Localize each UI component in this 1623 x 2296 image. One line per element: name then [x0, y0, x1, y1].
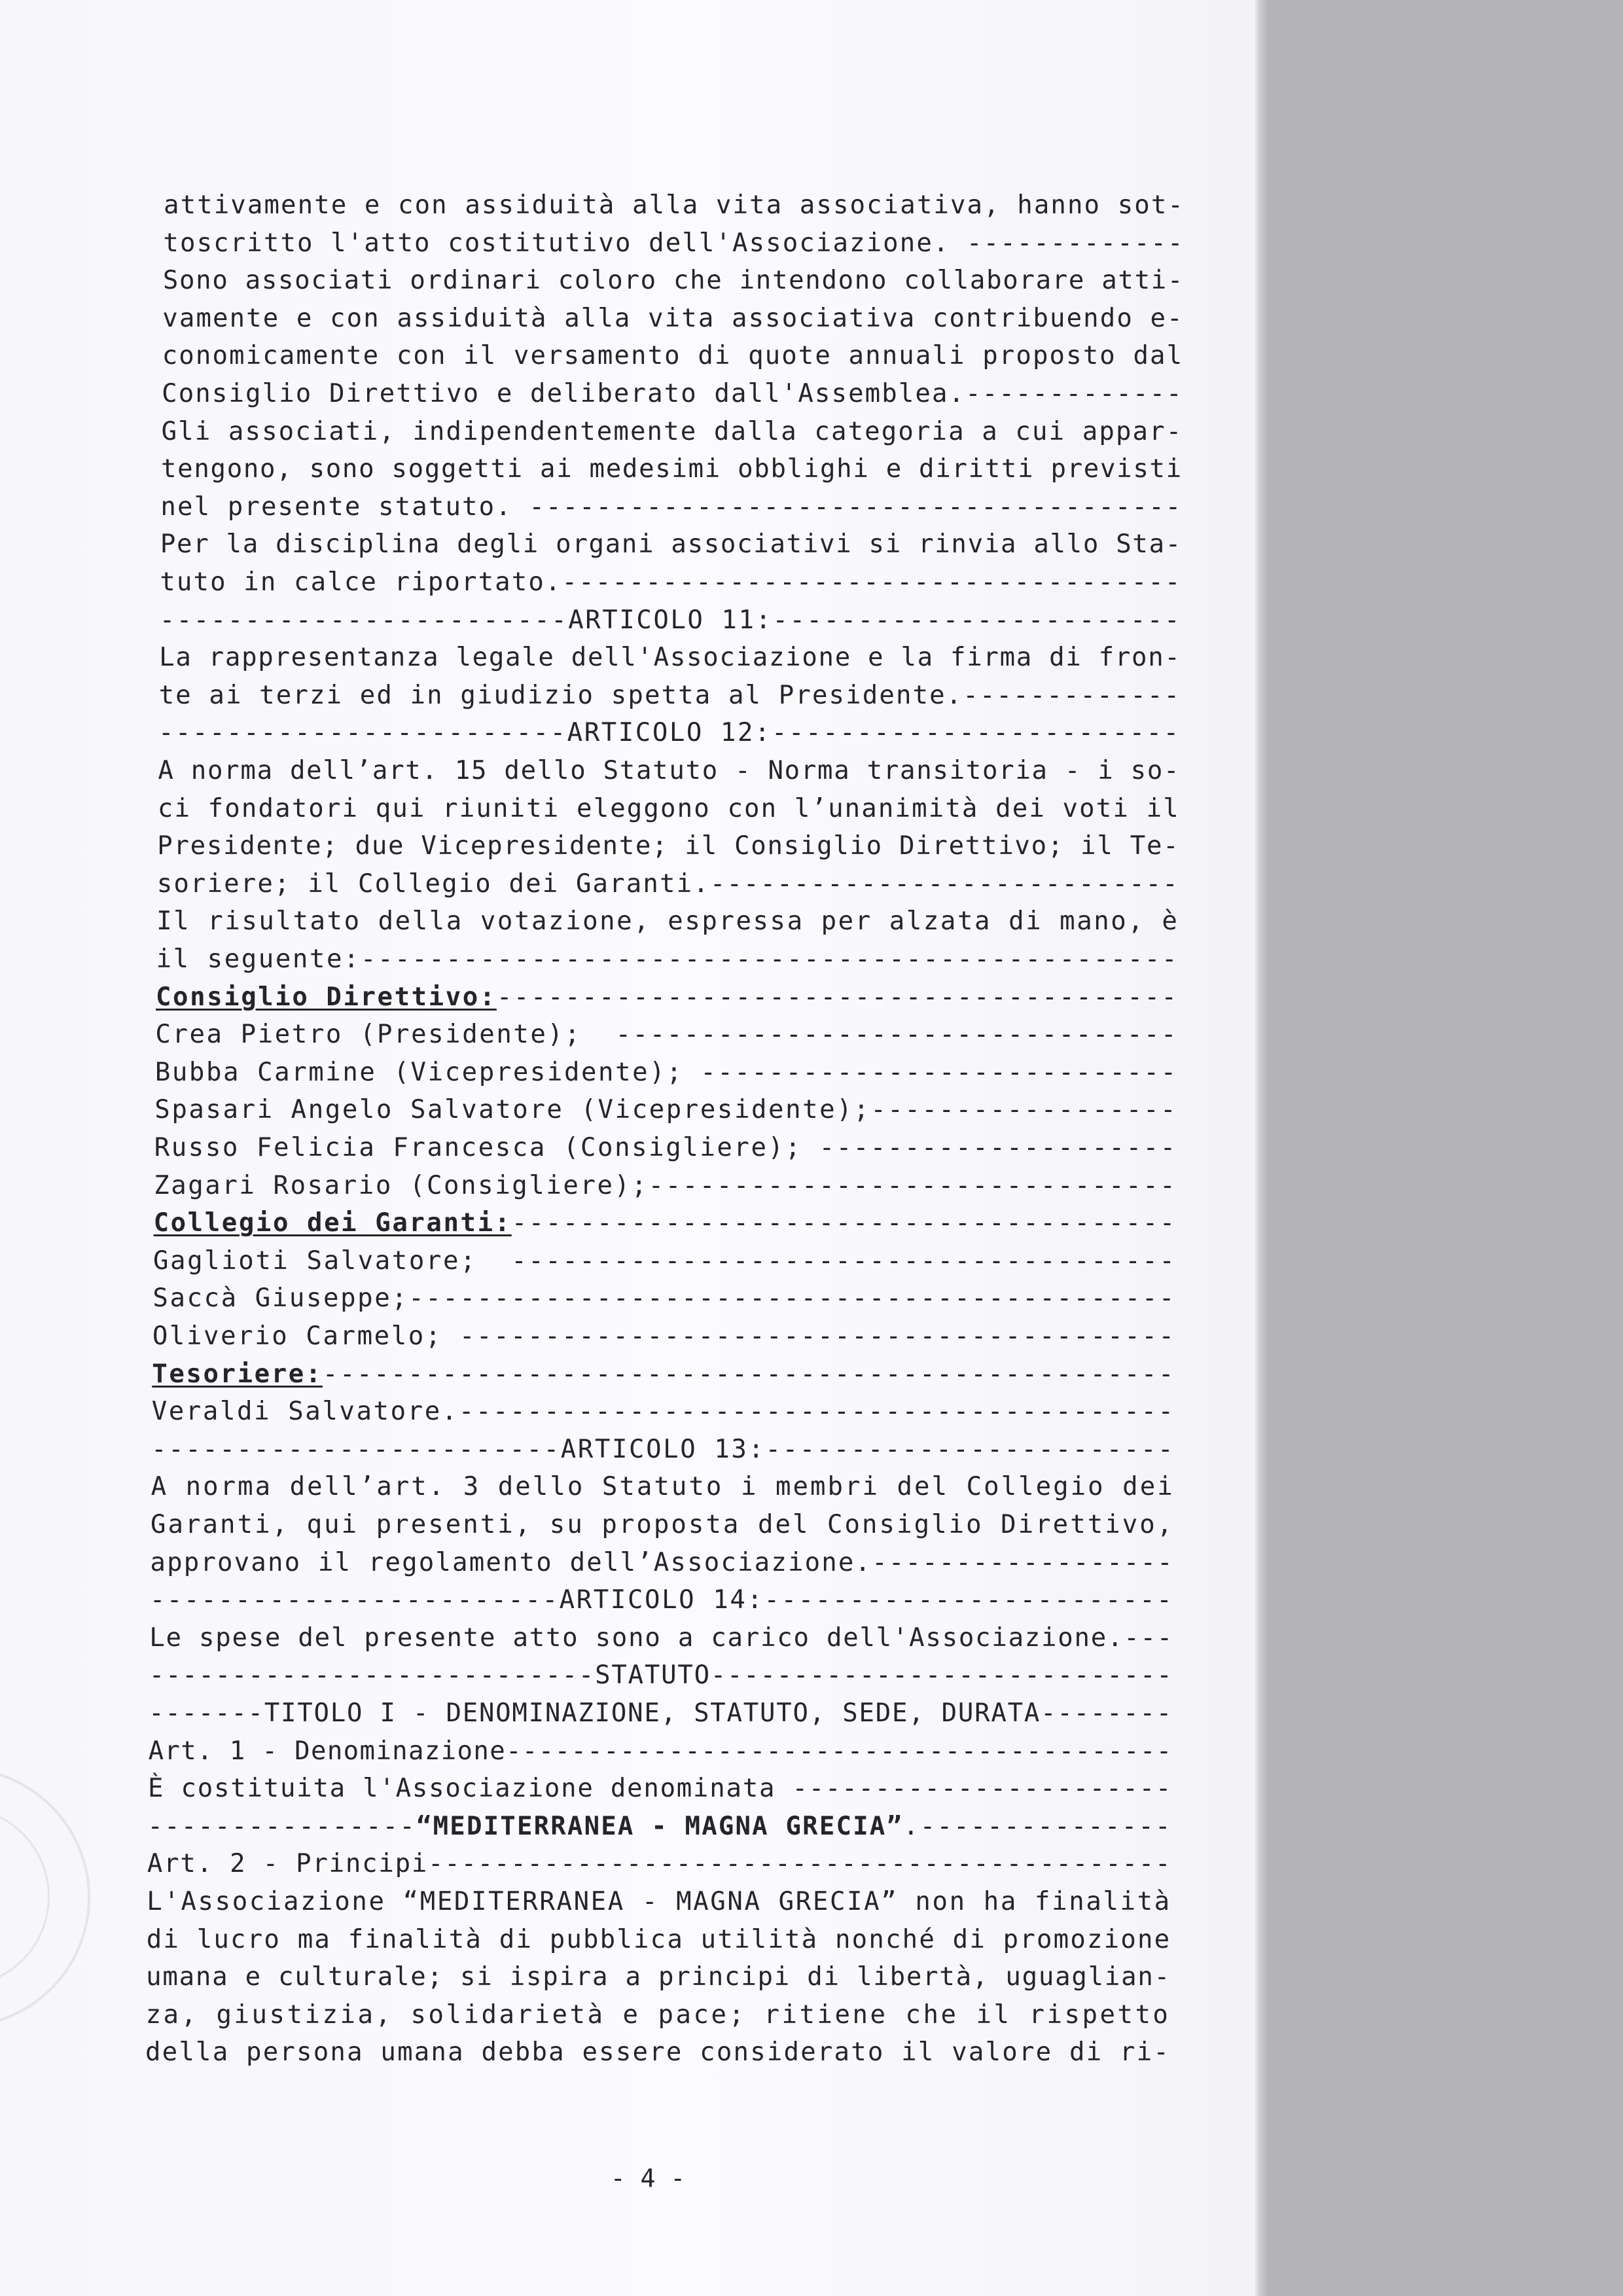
text-segment: Gaglioti Salvatore; --------------------------------------- — [153, 1246, 1177, 1276]
text-line — [0, 751, 1255, 791]
text-segment: vamente e con assiduità alla vita associativa contribuendo e- — [162, 303, 1184, 333]
text-segment: il seguente:------------------------------------------------ — [156, 944, 1179, 974]
text-line — [0, 1090, 1255, 1130]
text-segment: La rappresentanza legale dell'Associazione e la firma di fron- — [159, 643, 1181, 673]
text-line — [0, 563, 1255, 602]
text-line — [0, 1053, 1255, 1092]
text-line — [0, 299, 1255, 338]
text-line — [0, 902, 1255, 941]
text-line — [0, 1467, 1255, 1507]
text-segment: soriere; il Collegio dei Garanti.---------------------------- — [156, 869, 1179, 899]
text-segment: della persona umana debba essere considerato il valore di ri- — [145, 2037, 1170, 2068]
text-line — [0, 1279, 1255, 1318]
text-line — [0, 978, 1255, 1017]
text-line — [0, 638, 1255, 677]
text-line — [0, 676, 1255, 715]
text-line — [0, 224, 1255, 263]
text-segment: te ai terzi ed in giudizio spetta al Presidente.------------- — [158, 680, 1181, 710]
text-segment: .--------------- — [903, 1811, 1172, 1841]
text-line — [0, 1392, 1255, 1431]
text-segment: Presidente; due Vicepresidente; il Consiglio Direttivo; il Te- — [157, 831, 1180, 861]
text-line — [0, 186, 1255, 225]
text-line — [0, 713, 1255, 753]
text-line — [0, 940, 1255, 979]
text-line — [0, 1732, 1255, 1771]
text-line — [0, 1317, 1255, 1356]
text-segment: È costituita l'Associazione denominata ----------------------- — [148, 1774, 1173, 1804]
text-segment: Russo Felicia Francesca (Consigliere); --------------------- — [154, 1133, 1177, 1162]
text-line — [0, 525, 1255, 564]
text-segment: Sono associati ordinari coloro che intendono collaborare atti- — [162, 266, 1185, 296]
text-segment: Il risultato della votazione, espressa per alzata di mano, è — [156, 906, 1179, 937]
text-segment: umana e culturale; si ispira a principi di libertà, uguaglian- — [146, 1962, 1171, 1992]
text-line — [0, 1619, 1255, 1658]
text-segment: --------------------------------------- — [511, 1208, 1177, 1238]
text-line — [0, 601, 1255, 640]
text-line — [0, 1844, 1255, 1884]
section-heading: Tesoriere: — [152, 1359, 323, 1389]
text-line — [0, 261, 1255, 300]
page-edge-shadow — [1257, 0, 1268, 2296]
text-line — [0, 1128, 1255, 1168]
text-line — [0, 1882, 1255, 1922]
text-line — [0, 450, 1255, 489]
text-segment: Spasari Angelo Salvatore (Vicepresidente);------------------ — [154, 1095, 1178, 1125]
text-segment: Veraldi Salvatore.------------------------------------------ — [151, 1397, 1175, 1427]
text-segment: conomicamente con il versamento di quote annuali proposto dal — [162, 341, 1184, 371]
text-segment: ------------------------ARTICOLO 11:------------------------ — [159, 605, 1182, 635]
text-segment: tengono, sono soggetti ai medesimi obblighi e diritti previsti — [161, 454, 1183, 484]
text-segment: approvano il regolamento dell’Associazione.------------------ — [150, 1547, 1174, 1577]
text-line — [0, 1694, 1255, 1733]
text-segment: Garanti, qui presenti, su proposta del Consiglio Direttivo, — [151, 1510, 1175, 1539]
text-segment: ------------------------ARTICOLO 12:------------------------ — [158, 718, 1181, 748]
text-segment: ci fondatori qui riuniti eleggono con l’unanimità dei voti il — [157, 793, 1180, 823]
text-segment: ---------------------------STATUTO---------------------------- — [149, 1660, 1173, 1691]
text-line — [0, 1656, 1255, 1695]
text-segment: -------TITOLO I - DENOMINAZIONE, STATUTO, SEDE, DURATA-------- — [149, 1698, 1173, 1728]
text-segment: di lucro ma finalità di pubblica utilità nonché di promozione — [146, 1924, 1171, 1954]
text-segment: nel presente statuto. --------------------------------------- — [160, 492, 1183, 522]
text-line — [0, 1581, 1255, 1620]
text-line — [0, 1204, 1255, 1243]
text-segment: Per la disciplina degli organi associativi si rinvia allo Sta- — [160, 529, 1182, 560]
text-segment: attivamente e con assiduità alla vita associativa, hanno sot- — [164, 190, 1185, 220]
text-segment: ------------------------ARTICOLO 14:------------------------ — [149, 1585, 1174, 1615]
text-segment: Zagari Rosario (Consigliere);------------------------------- — [154, 1170, 1177, 1200]
text-segment: ------------------------ARTICOLO 13:------------------------ — [151, 1434, 1175, 1464]
section-heading: Consiglio Direttivo: — [156, 982, 497, 1012]
text-line — [0, 1430, 1255, 1469]
text-line — [0, 827, 1255, 866]
section-heading: Collegio dei Garanti: — [153, 1208, 512, 1238]
text-line — [0, 1242, 1255, 1281]
text-segment: Consiglio Direttivo e deliberato dall'Assemblea.------------- — [162, 379, 1183, 408]
text-line — [0, 1807, 1255, 1846]
text-segment: -------------------------------------------------- — [322, 1359, 1176, 1389]
text-line — [0, 374, 1255, 414]
association-name: “MEDITERRANEA - MAGNA GRECIA” — [416, 1811, 904, 1841]
text-segment: Art. 1 - Denominazione----------------------------------------- — [148, 1736, 1173, 1766]
text-line — [0, 865, 1255, 904]
text-line — [0, 1015, 1255, 1054]
text-segment: ---------------- — [147, 1811, 416, 1841]
text-line — [0, 1958, 1255, 1997]
text-segment: A norma dell’art. 3 dello Statuto i membri del Collegio dei — [151, 1472, 1175, 1502]
text-line — [0, 1505, 1255, 1545]
text-line — [0, 1543, 1255, 1583]
text-line — [0, 1996, 1255, 2035]
text-line — [0, 412, 1255, 452]
text-segment: Oliverio Carmelo; ------------------------------------------ — [152, 1321, 1176, 1351]
text-segment: Le spese del presente atto sono a carico dell'Associazione.--- — [149, 1623, 1173, 1653]
page-number: - 4 - — [610, 2164, 686, 2193]
text-line — [0, 1920, 1255, 1960]
text-line — [0, 1166, 1255, 1206]
text-segment: toscritto l'atto costitutivo dell'Associazione. ------------- — [163, 228, 1185, 258]
text-segment: za, giustizia, solidarietà e pace; ritiene che il rispetto — [145, 2000, 1171, 2030]
text-segment: tuto in calce riportato.------------------------------------- — [160, 567, 1182, 597]
text-segment: Crea Pietro (Presidente); --------------------------------- — [155, 1020, 1179, 1050]
text-line — [0, 488, 1255, 527]
text-segment: Bubba Carmine (Vicepresidente); ---------------------------- — [154, 1057, 1178, 1087]
text-line — [0, 2033, 1255, 2072]
text-line — [0, 1355, 1255, 1394]
text-line — [0, 336, 1255, 376]
text-segment: A norma dell’art. 15 dello Statuto - Norma transitoria - i so- — [158, 756, 1181, 785]
text-segment: Saccà Giuseppe;--------------------------------------------- — [152, 1283, 1176, 1314]
text-line — [0, 1769, 1255, 1808]
text-segment: Art. 2 - Principi--------------------------------------------- — [147, 1849, 1172, 1879]
text-segment: L'Associazione “MEDITERRANEA - MAGNA GRECIA” non ha finalità — [147, 1887, 1171, 1916]
text-line — [0, 789, 1255, 829]
text-segment: Gli associati, indipendentemente dalla categoria a cui appar- — [161, 416, 1183, 446]
text-segment: ---------------------------------------- — [496, 982, 1179, 1012]
